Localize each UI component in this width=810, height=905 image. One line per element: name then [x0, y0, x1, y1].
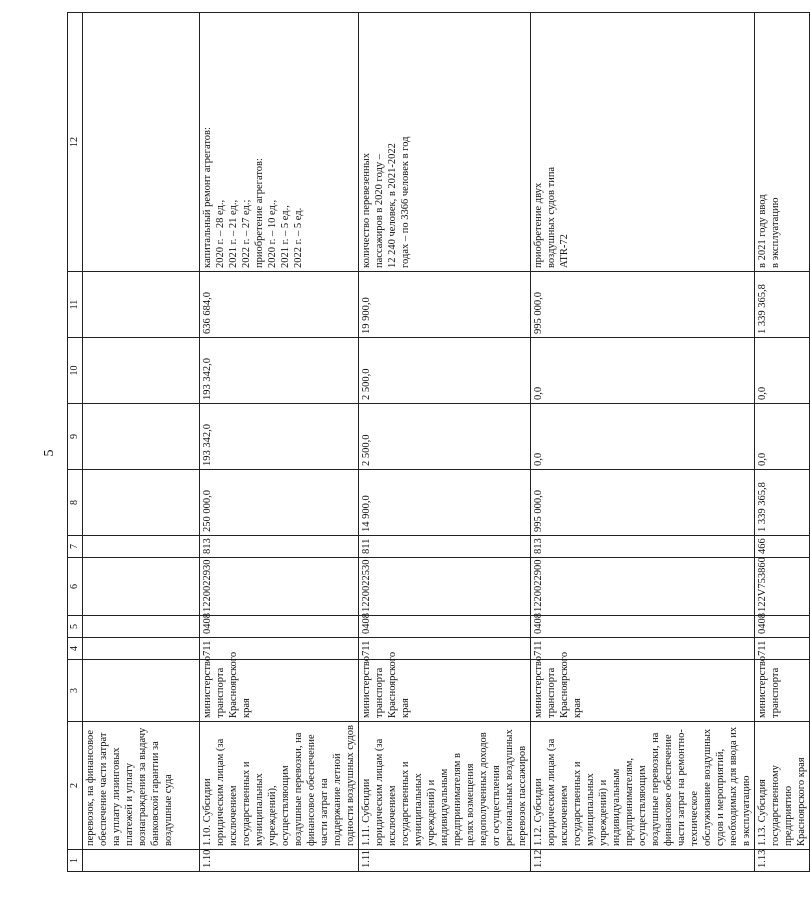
column-header: 2 [68, 722, 83, 850]
result-line: 2021 г. – 5 ед., [280, 205, 291, 268]
amount-2021: 2 500,0 [359, 338, 531, 404]
table-row [359, 13, 531, 872]
amount-total: 995 000,0 [531, 470, 755, 536]
result-line: 2020 г. – 10 ед., [267, 199, 278, 268]
result-line: воздушных судов типа [546, 166, 557, 268]
row-number: 1.12 [531, 850, 755, 872]
result-line: в эксплуатацию [770, 197, 781, 268]
column-header: 5 [68, 616, 83, 638]
measure-name: 1.11. Субсидии юридическим лицам (за исключением государственных и муниципальных учреждений) и индивидуальным предпринимателям в целях возмещения недополученных доходов от осуществления региональных воздушных перевозок пассажиров [359, 722, 531, 850]
table-row [200, 13, 359, 872]
result-line: пассажиров в 2020 году – [374, 153, 385, 268]
result-line: капитальный ремонт агрегатов: [202, 127, 213, 268]
column-header: 3 [68, 660, 83, 722]
column-header: 10 [68, 338, 83, 404]
rz-pr-code: 0408 [755, 616, 810, 638]
measure-name: перевозок, на финансовое обеспечение части затрат на уплату лизинговых платежей и уплату вознаграждения за выдачу банковской гарантии за воздушные суда [83, 722, 200, 850]
csr-code: 1220022930 [200, 558, 359, 616]
result-line: ATR-72 [559, 234, 570, 268]
csr-code: 122V753860 [755, 558, 810, 616]
grbs-code: 711 [200, 638, 359, 660]
row-number: 1.10 [200, 850, 359, 872]
result-line: 12 240 человек, в 2021-2022 [387, 143, 398, 268]
responsible-org: министерство транспорта Красноярского края [531, 660, 755, 722]
column-header: 8 [68, 470, 83, 536]
amount-total: 14 900,0 [359, 470, 531, 536]
amount-2022: 19 900,0 [359, 272, 531, 338]
grbs-code [83, 638, 200, 660]
vr-code [83, 536, 200, 558]
amount-2020: 0,0 [755, 404, 810, 470]
amount-2021 [83, 338, 200, 404]
amount-2022: 1 339 365,8 [755, 272, 810, 338]
result-line: 2022 г. – 27 ед.; [241, 199, 252, 268]
result-line: годах – по 3366 человек в год [400, 136, 411, 268]
responsible-org: министерство транспорта Красноярского края [200, 660, 359, 722]
csr-code: 1220022900 [531, 558, 755, 616]
amount-total: 250 000,0 [200, 470, 359, 536]
rz-pr-code [83, 616, 200, 638]
grbs-code: 711 [755, 638, 810, 660]
result-line: в 2021 году ввод [757, 194, 768, 268]
measure-name: 1.10. Субсидии юридическим лицам (за исключением государственных и муниципальных учреждений), осуществляющим воздушные перевозки, на финансовое обеспечение части затрат на поддержание летной годности воздушных судов [200, 722, 359, 850]
rz-pr-code: 0408 [200, 616, 359, 638]
result-line: приобретение двух [533, 182, 544, 268]
amount-2020 [83, 404, 200, 470]
amount-total: 1 339 365,8 [755, 470, 810, 536]
responsible-org: министерство транспорта Красноярского края [359, 660, 531, 722]
column-header: 7 [68, 536, 83, 558]
column-header: 1 [68, 850, 83, 872]
expected-result [531, 13, 755, 272]
responsible-org [83, 660, 200, 722]
amount-total [83, 470, 200, 536]
csr-code: 1220022530 [359, 558, 531, 616]
column-header: 6 [68, 558, 83, 616]
csr-code [83, 558, 200, 616]
expected-result [755, 13, 810, 272]
column-header: 9 [68, 404, 83, 470]
page-number: 5 [42, 449, 57, 457]
column-number-row [68, 13, 83, 872]
amount-2022 [83, 272, 200, 338]
rz-pr-code: 0408 [359, 616, 531, 638]
row-number: 1.13 [755, 850, 810, 872]
amount-2021: 193 342,0 [200, 338, 359, 404]
row-number: 1.11 [359, 850, 531, 872]
amount-2020: 2 500,0 [359, 404, 531, 470]
grbs-code: 711 [531, 638, 755, 660]
table-row [531, 13, 755, 872]
budget-table [67, 12, 810, 872]
amount-2021: 0,0 [531, 338, 755, 404]
result-line: приобретение агрегатов: [254, 158, 265, 268]
result-line: 2020 г. – 28 ед., [215, 199, 226, 268]
rotated-table-sheet [67, 33, 807, 872]
measure-name: 1.13. Субсидия государственному предприятию Красноярского края [755, 722, 810, 850]
expected-result [200, 13, 359, 272]
expected-result [359, 13, 531, 272]
amount-2022: 995 000,0 [531, 272, 755, 338]
result-line: 2022 г. – 5 ед. [293, 207, 304, 268]
result-line: количество перевезенных [361, 153, 372, 268]
amount-2021: 0,0 [755, 338, 810, 404]
vr-code: 813 [200, 536, 359, 558]
vr-code: 811 [359, 536, 531, 558]
column-header: 12 [68, 13, 83, 272]
column-header: 11 [68, 272, 83, 338]
grbs-code: 711 [359, 638, 531, 660]
table-row [83, 13, 200, 872]
vr-code: 466 [755, 536, 810, 558]
amount-2020: 193 342,0 [200, 404, 359, 470]
rz-pr-code: 0408 [531, 616, 755, 638]
measure-name: 1.12. Субсидии юридическим лицам (за исключением государственных и муниципальных учреждений) и индивидуальным предпринимателям, осуществляющим воздушные перевозки, на финансовое обеспечение части затрат на ремонтно-техническое обслуживание воздушных судов и мероприятий, необходимых для ввода их в эксплуатацию [531, 722, 755, 850]
column-header: 4 [68, 638, 83, 660]
table-row [755, 13, 810, 872]
expected-result [83, 13, 200, 272]
responsible-org: министерство транспорта [755, 660, 810, 722]
result-line: 2021 г. – 21 ед., [228, 199, 239, 268]
amount-2022: 636 684,0 [200, 272, 359, 338]
vr-code: 813 [531, 536, 755, 558]
amount-2020: 0,0 [531, 404, 755, 470]
row-number [83, 850, 200, 872]
